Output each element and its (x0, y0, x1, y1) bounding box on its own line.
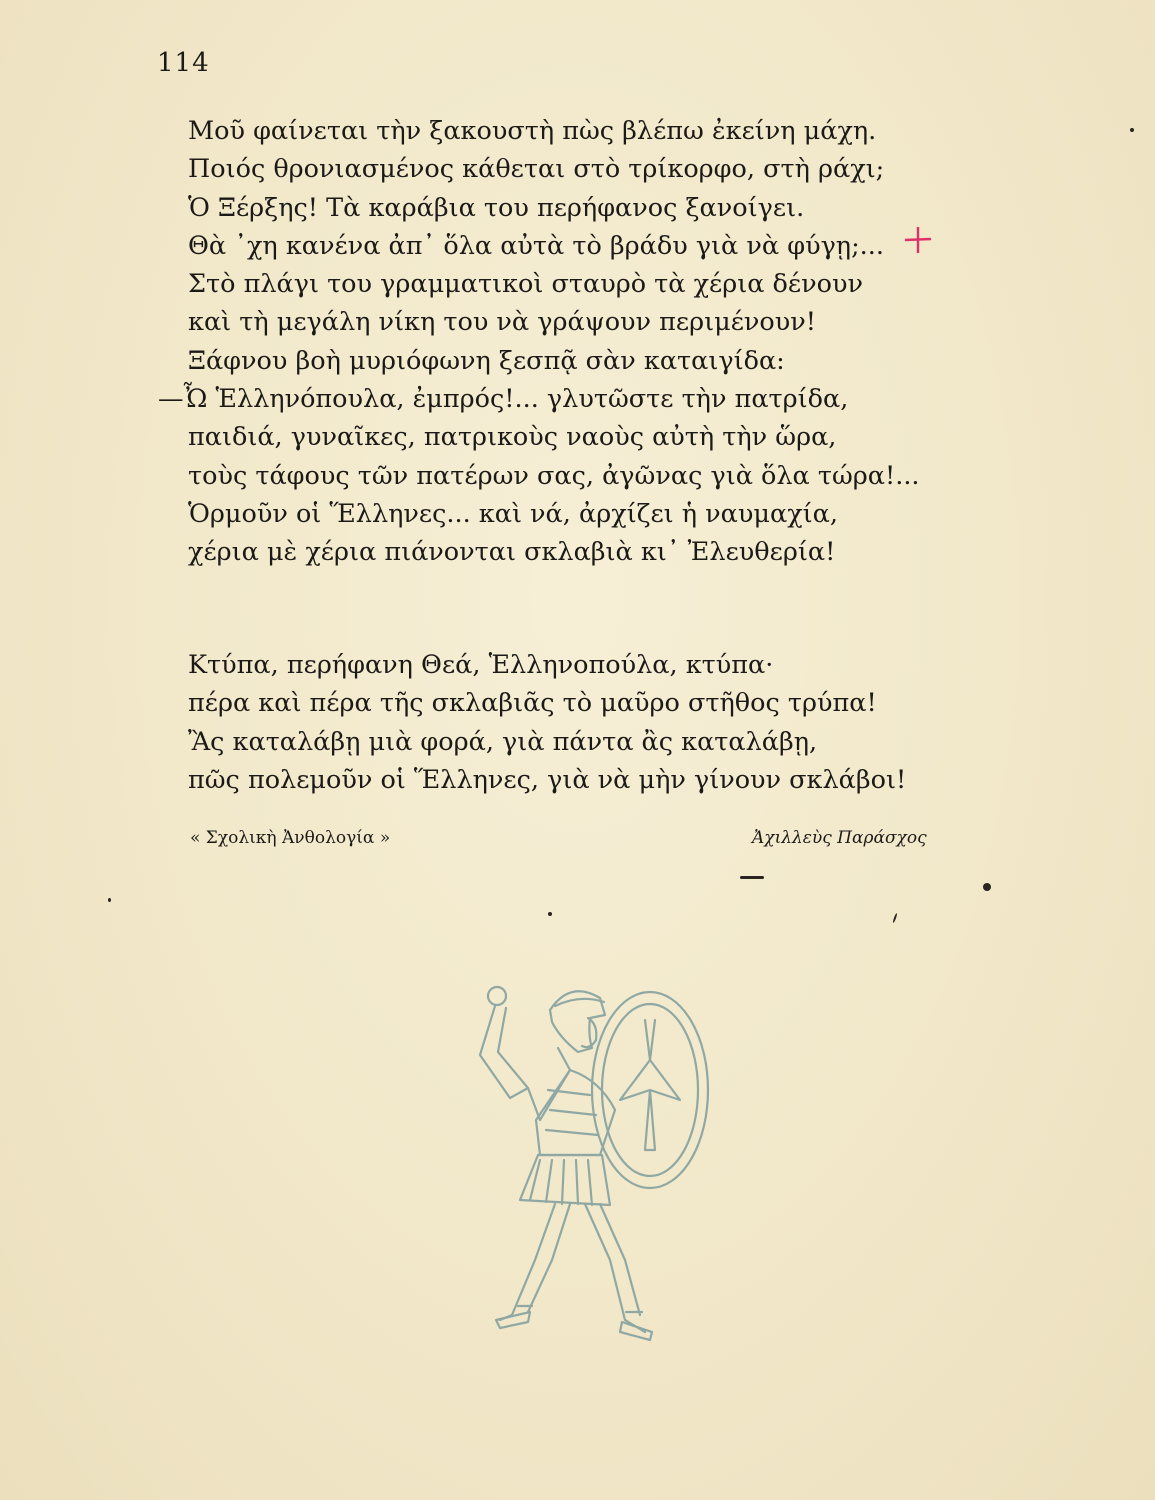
verse-line: πῶς πολεμοῦν οἱ Ἕλληνες, γιὰ νὰ μὴν γίνουν σκλάβοι! (188, 764, 907, 795)
ink-speck (740, 876, 764, 879)
verse-line: καὶ τὴ μεγάλη νίκη του νὰ γράψουν περιμένουν! (188, 307, 817, 338)
ink-speck (983, 883, 991, 891)
verse-line: Κτύπα, περήφανη Θεά, Ἑλληνοπούλα, κτύπα· (188, 650, 774, 680)
verse-line: Στὸ πλάγι του γραμματικοὶ σταυρὸ τὰ χέρια δένουν (188, 269, 863, 300)
verse-line: Ὁρμοῦν οἱ Ἕλληνες... καὶ νά, ἀρχίζει ἡ ναυμαχία, (188, 498, 838, 529)
ink-speck (892, 913, 897, 923)
hoplite-warrior-illustration (440, 960, 740, 1380)
verse-line: Ξάφνου βοὴ μυριόφωνη ξεσπᾷ σὰν καταιγίδα: (188, 345, 785, 376)
verse-line: Μοῦ φαίνεται τὴν ξακουστὴ πὼς βλέπω ἐκείνη μάχη. (188, 116, 877, 146)
verse-line: χέρια μὲ χέρια πιάνονται σκλαβιὰ κι᾽ Ἐλευθερία! (188, 537, 836, 568)
ink-speck (1130, 128, 1134, 132)
ink-speck (108, 898, 111, 902)
author-attribution: Ἀχιλλεὺς Παράσχος (752, 828, 927, 848)
verse-line: Ἂς καταλάβῃ μιὰ φορά, γιὰ πάντα ἂς καταλάβῃ, (188, 726, 818, 757)
verse-line: Ὁ Ξέρξης! Τὰ καράβια του περήφανος ξανοίγει. (188, 192, 805, 223)
stanza-2 (188, 646, 906, 799)
verse-line: Θὰ ᾽χη κανένα ἀπ᾽ ὅλα αὐτὰ τὸ βράδυ γιὰ νὰ φύγῃ;... (188, 230, 884, 261)
verse-line: παιδιά, γυναῖκες, πατρικοὺς ναοὺς αὐτὴ τὴν ὥρα, (188, 422, 837, 453)
verse-line: Ποιός θρονιασμένος κάθεται στὸ τρίκορφο, στὴ ράχι; (188, 154, 885, 185)
verse-line: τοὺς τάφους τῶν πατέρων σας, ἀγῶνας γιὰ ὅλα τώρα!... (188, 460, 920, 491)
stanza-1 (158, 112, 920, 572)
source-attribution: « Σχολικὴ Ἀνθολογία » (190, 828, 391, 848)
verse-line: πέρα καὶ πέρα τῆς σκλαβιᾶς τὸ μαῦρο στῆθος τρύπα! (188, 688, 877, 719)
ink-speck (548, 912, 552, 916)
page-number: 114 (157, 48, 210, 78)
verse-line: —Ὦ Ἑλληνόπουλα, ἐμπρός!... γλυτῶστε τὴν πατρίδα, (158, 384, 849, 415)
